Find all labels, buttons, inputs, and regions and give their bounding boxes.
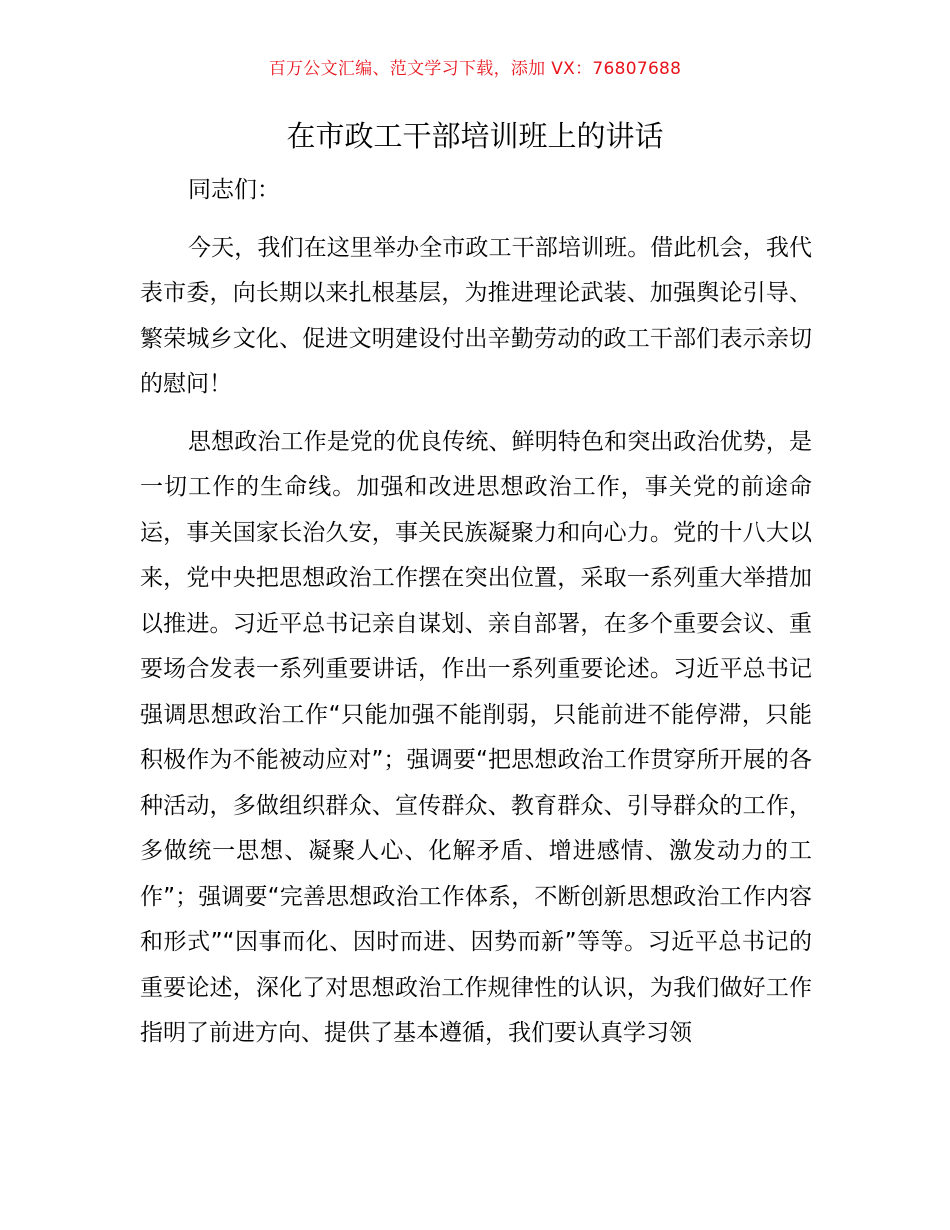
- paragraph-importance: 思想政治工作是党的优良传统、鲜明特色和突出政治优势，是一切工作的生命线。加强和改进思想政治工作，事关党的前途命运，事关国家长治久安，事关民族凝聚力和向心力。党的十八大以来，党中央把思想政治工作摆在突出位置，采取一系列重大举措加以推进。习近平总书记亲自谋划、亲自部署，在多个重要会议、重要场合发表一系列重要讲话，作出一系列重要论述。习近平总书记强调思想政治工作“只能加强不能削弱，只能前进不能停滞，只能积极作为不能被动应对”；强调要“把思想政治工作贯穿所开展的各种活动，多做组织群众、宣传群众、教育群众、引导群众的工作，多做统一思想、凝聚人心、化解矛盾、增进感情、激发动力的工作”；强调要“完善思想政治工作体系，不断创新思想政治工作内容和形式”“因事而化、因时而进、因势而新”等等。习近平总书记的重要论述，深化了对思想政治工作规律性的认识，为我们做好工作指明了前进方向、提供了基本遵循，我们要认真学习领: [140, 428, 812, 1046]
- salutation: 同志们：: [188, 177, 280, 203]
- document-title: 在市政工干部培训班上的讲话: [286, 119, 664, 153]
- document-body: [140, 168, 812, 1069]
- header-watermark-note: 百万公文汇编、范文学习下载，添加 VX：76807688: [268, 59, 682, 79]
- paragraph-greeting: 今天，我们在这里举办全市政工干部培训班。借此机会，我代表市委，向长期以来扎根基层，为推进理论武装、加强舆论引导、繁荣城乡文化、促进文明建设付出辛勤劳动的政工干部们表示亲切的慰问！: [140, 234, 812, 397]
